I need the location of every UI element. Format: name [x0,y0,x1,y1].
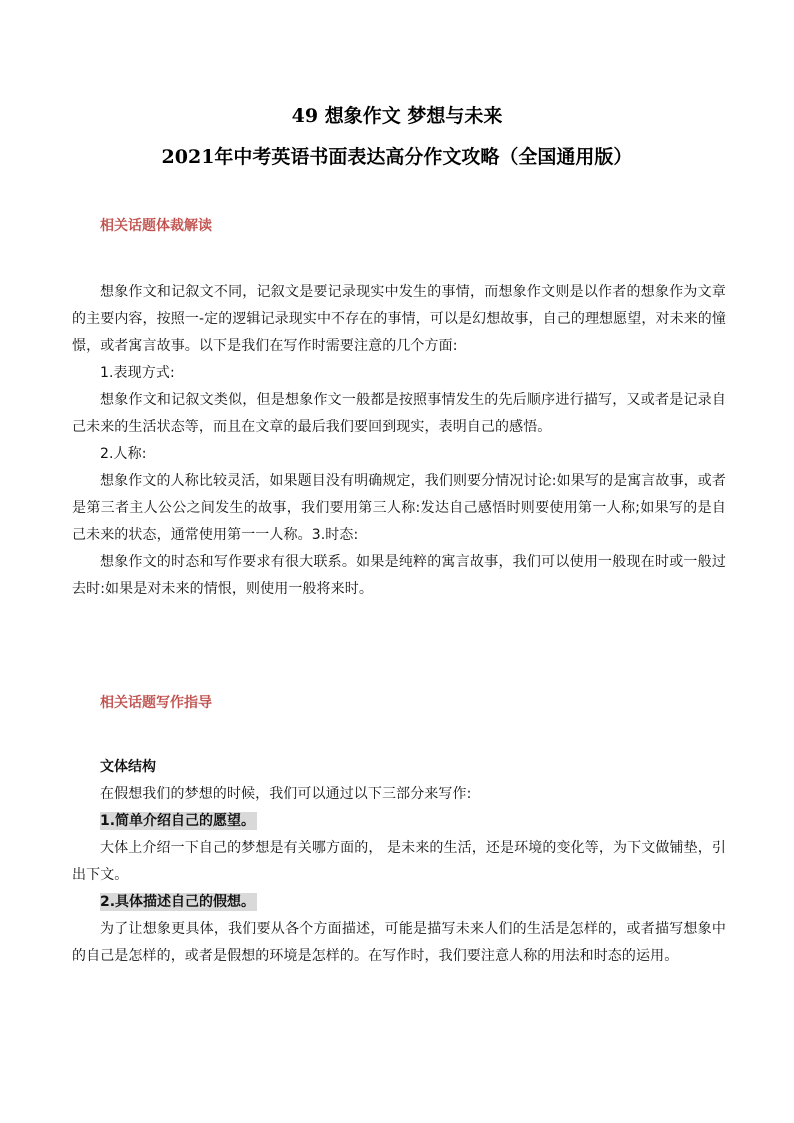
section-heading-genre: 相关话题体裁解读 [100,218,212,234]
point2-text: 为了让想象更具体，我们要从各个方面描述，可能是描写未来人们的生活是怎样的，或者描写想象中的自己是怎样的，或者是假想的环境是怎样的。在写作时，我们要注意人称的用法和时态的运用。 [72,921,726,964]
point1-text: 大体上介绍一下自己的梦想是有关哪方面的， 是未来的生活，还是环境的变化等，为下文做铺垫，引出下文。 [72,840,726,883]
paragraph-label-person: 2.人称: [100,446,147,462]
section-heading-guidance: 相关话题写作指导 [100,695,212,711]
paragraph-label-expression: 1.表现方式: [100,365,175,381]
point2-title: 2.具体描述自己的假想。 [100,894,256,910]
paragraph-tense: 想象作文的时态和写作要求有很大联系。如果是纯粹的寓言故事，我们可以使用一般现在时或一般过去时:如果是对未来的情恨，则使用一般将来时。 [72,554,726,597]
structure-title: 文体结构 [100,759,156,775]
paragraph-intro: 想象作文和记叙文不同，记叙文是要记录现实中发生的事情，而想象作文则是以作者的想象作为文章的主要内容，按照一-定的逻辑记录现实中不存在的事情，可以是幻想故事，自己的理想愿望，对未来的憧憬，或者寓言故事。以下是我们在写作时需要注意的几个方面: [72,284,726,354]
paragraph-expression: 想象作文和记叙文类似，但是想象作文一般都是按照事情发生的先后顺序进行描写，又或者是记录自己未来的生活状态等，而且在文章的最后我们要回到现实，表明自己的感悟。 [72,392,726,435]
point1-row [72,808,726,835]
paragraph-person: 想象作文的人称比较灵活，如果题目没有明确规定，我们则要分情况讨论:如果写的是寓言故事，或者是第三者主人公公之间发生的故事，我们要用第三人称:发达自己感悟时则要使用第一人称;如果写的是自己未来的状态，通常使用第一一人称。3.时态: [72,473,726,543]
point2-row [72,889,726,916]
point1-title: 1.简单介绍自己的愿望。 [100,813,256,829]
section-body-guidance [72,754,726,970]
document-title: 49 想象作文 梦想与未来 [291,105,503,127]
structure-intro: 在假想我们的梦想的时候，我们可以通过以下三部分来写作: [100,786,472,802]
document-subtitle: 2021年中考英语书面表达高分作文攻略（全国通用版） [161,146,633,168]
section-body-genre [72,279,726,603]
